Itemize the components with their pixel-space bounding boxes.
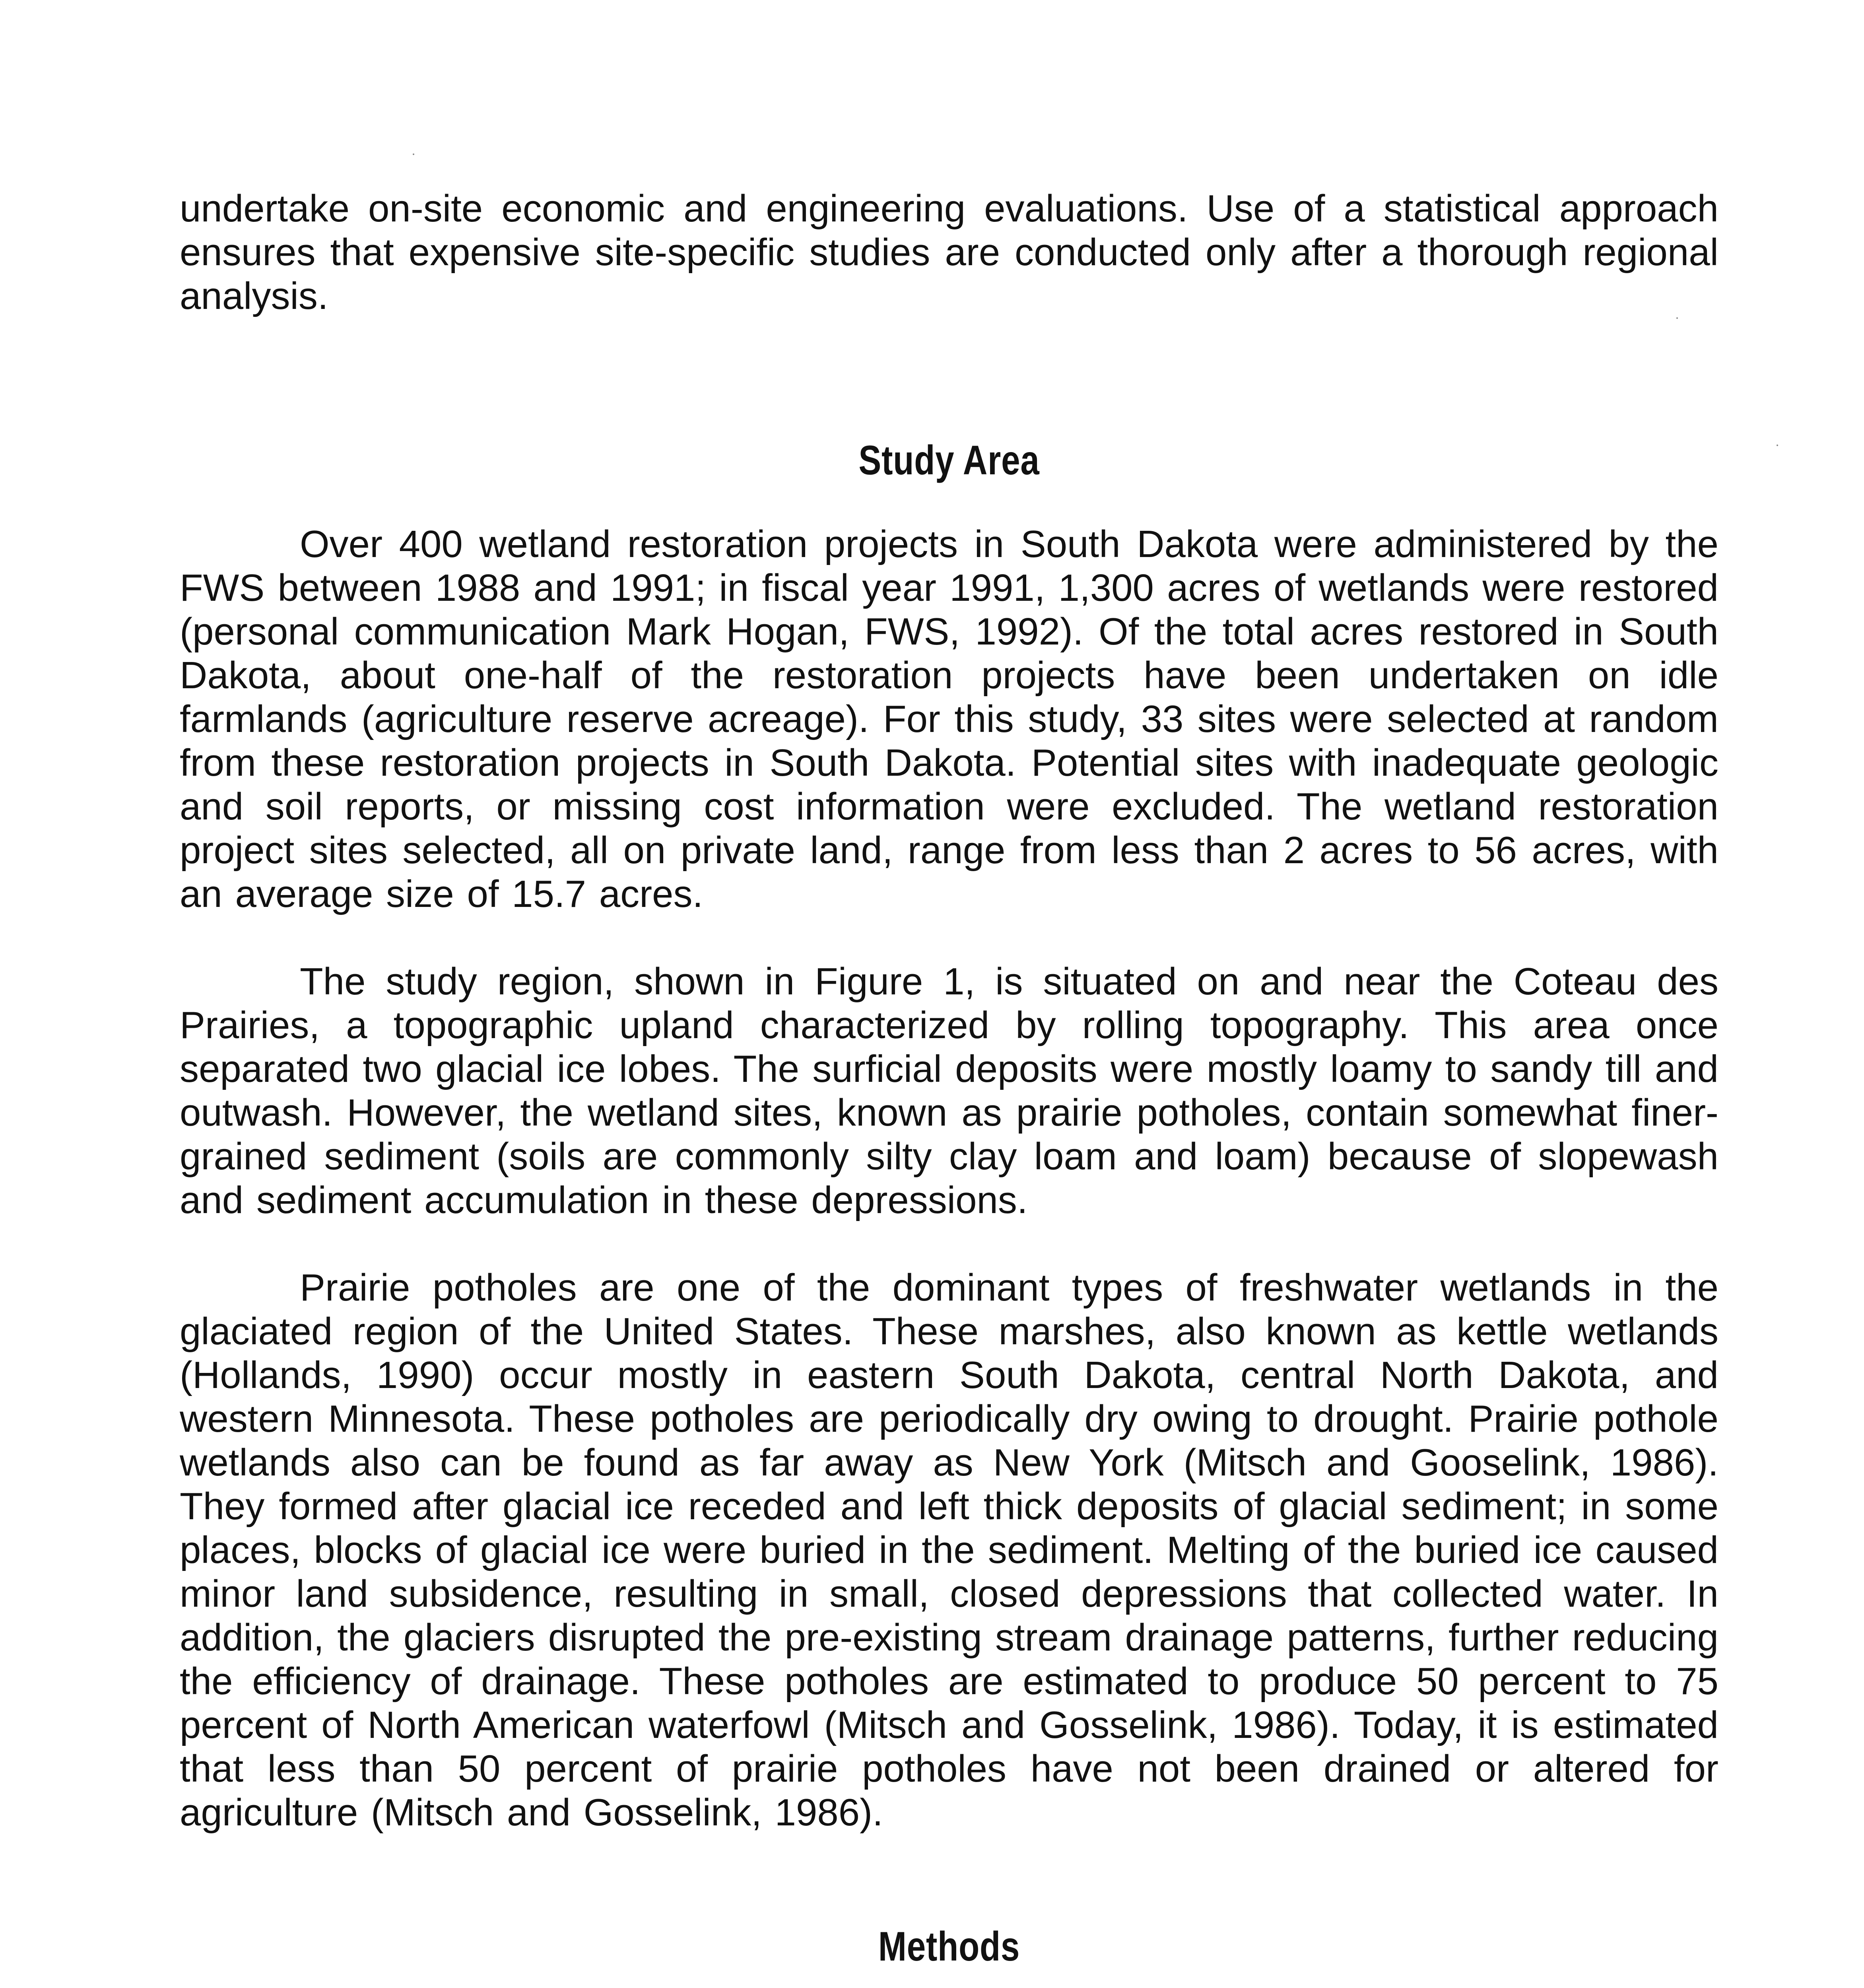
scan-speck <box>1777 445 1778 446</box>
intro-paragraph: undertake on-site economic and engineering evaluations. Use of a statistical approach ensures that expensive site-specific studies are conducted only after a thorough regional analysis. <box>180 187 1718 317</box>
study-area-paragraph-2: The study region, shown in Figure 1, is situated on and near the Coteau des Prairies, a topographic upland characterized by rolling topography. This area once separated two glacial ice lobes. The surficial deposits were mostly loamy to sandy till and outwash. However, the wetland sites, known as prairie potholes, contain somewhat finer-grained sediment (soils are commonly silty clay loam and loam) because of slopewash and sediment accumulation in these depressions. <box>180 960 1718 1221</box>
study-area-paragraph-3: Prairie potholes are one of the dominant types of freshwater wetlands in the glaciated region of the United States. These marshes, also known as kettle wetlands (Hollands, 1990) occur mostly in eastern South Dakota, central North Dakota, and western Minnesota. These potholes are periodically dry owing to drought. Prairie pothole wetlands also can be found as far away as New York (Mitsch and Gooselink, 1986). They formed after glacial ice receded and left thick deposits of glacial sediment; in some places, blocks of glacial ice were buried in the sediment. Melting of the buried ice caused minor land subsidence, resulting in small, closed depressions that collected water. In addition, the glaciers disrupted the pre-existing stream drainage patterns, further reducing the efficiency of drainage. These potholes are estimated to produce 50 percent to 75 percent of North American waterfowl (Mitsch and Gosselink, 1986). Today, it is estimated that less than 50 percent of prairie potholes have not been drained or altered for agriculture (Mitsch and Gosselink, 1986). <box>180 1266 1718 1834</box>
scan-speck <box>413 153 414 155</box>
document-page <box>180 187 1718 1988</box>
methods-heading: Methods <box>878 1924 1020 1970</box>
study-area-heading: Study Area <box>858 437 1040 483</box>
study-area-paragraph-1: Over 400 wetland restoration projects in South Dakota were administered by the FWS between 1988 and 1991; in fiscal year 1991, 1,300 acres of wetlands were restored (personal communication Mark Hogan, FWS, 1992). Of the total acres restored in South Dakota, about one-half of the restoration projects have been undertaken on idle farmlands (agriculture reserve acreage). For this study, 33 sites were selected at random from these restoration projects in South Dakota. Potential sites with inadequate geologic and soil reports, or missing cost information were excluded. The wetland restoration project sites selected, all on private land, range from less than 2 acres to 56 acres, with an average size of 15.7 acres. <box>180 523 1718 915</box>
